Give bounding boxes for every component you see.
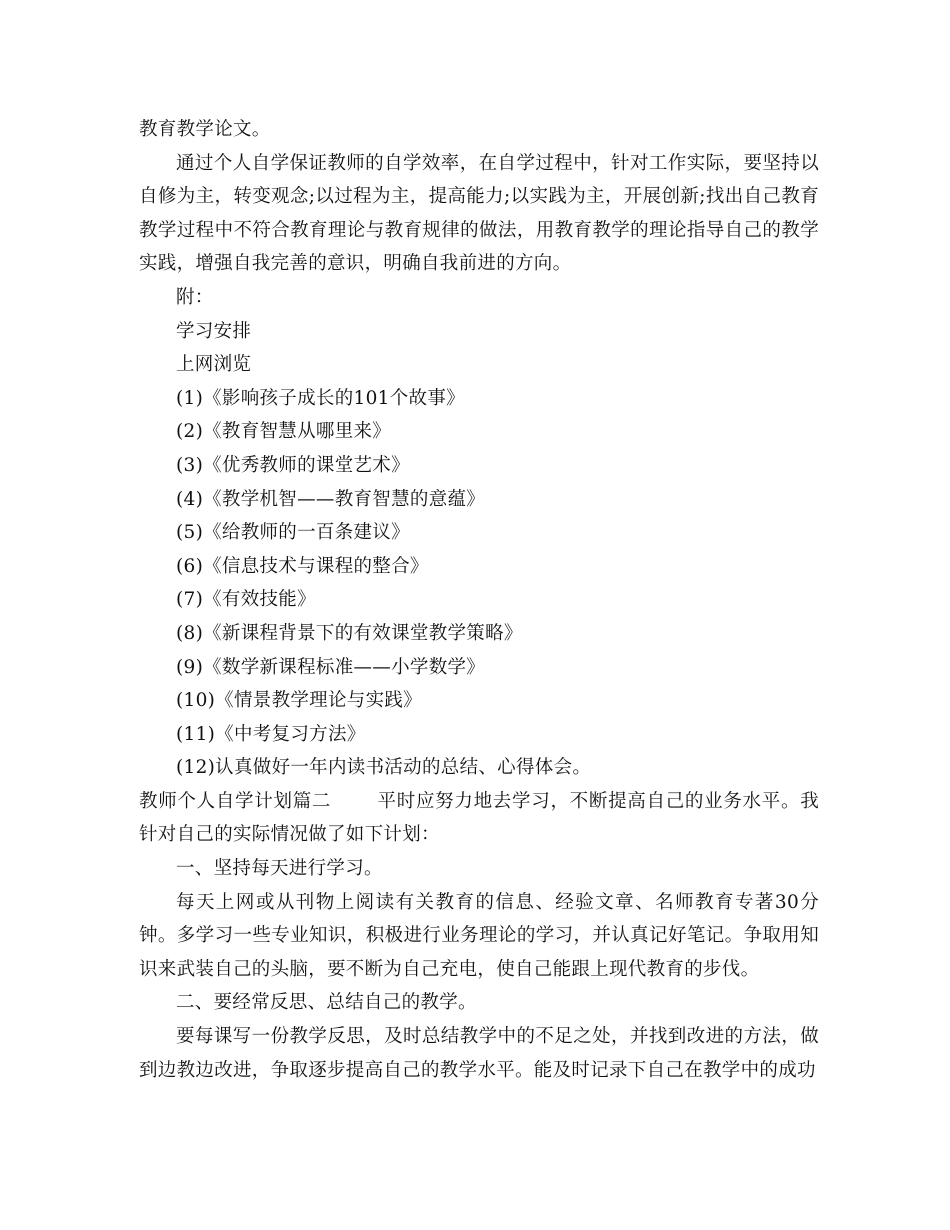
paragraph-self-study: 通过个人自学保证教师的自学效率，在自学过程中，针对工作实际，要坚持以自修为主，转变观念;以过程为主，提高能力;以实践为主，开展创新;找出自己教育教学过程中不符合教育理论与教育规律的做法，用教育教学的理论指导自己的教学实践，增强自我完善的意识，明确自我前进的方向。 [139,152,819,275]
study-arrangement-heading: 学习安排 [176,320,252,342]
reading-list-item: (3)《优秀教师的课堂艺术》 [176,454,410,476]
section-two-paragraph [139,785,819,852]
section-two-heading: 教师个人自学计划篇二 [139,790,332,812]
reading-list-item: (10)《情景教学理论与实践》 [176,690,422,712]
reading-list-item: (8)《新课程背景下的有效课堂教学策略》 [176,622,523,644]
point-one-body: 每天上网或从刊物上阅读有关教育的信息、经验文章、名师教育专著30分钟。多学习一些专业知识，积极进行业务理论的学习，并认真记好笔记。争取用知识来武装自己的头脑，要不断为自己充电，使自己能跟上现代教育的步伐。 [139,891,819,980]
reading-list-item: (6)《信息技术与课程的整合》 [176,555,429,577]
reading-list-item: (4)《教学机智——教育智慧的意蕴》 [176,488,486,510]
reading-list-item: (9)《数学新课程标准——小学数学》 [176,656,486,678]
reading-list-item: (5)《给教师的一百条建议》 [176,522,410,544]
reading-list-item: (7)《有效技能》 [176,589,316,611]
document-body [139,113,819,1087]
reading-list-item: (2)《教育智慧从哪里来》 [176,421,392,443]
point-two-heading: 二、要经常反思、总结自己的教学。 [176,992,477,1014]
online-browsing-heading: 上网浏览 [176,354,252,376]
reading-list-item: (11)《中考复习方法》 [176,723,366,745]
reading-list-item: (12)认真做好一年内读书活动的总结、心得体会。 [176,757,592,779]
reading-list-item: (1)《影响孩子成长的101个故事》 [176,387,465,409]
paragraph-continuation: 教育教学论文。 [139,119,271,140]
point-one-heading: 一、坚持每天进行学习。 [176,858,383,880]
point-two-body: 要每课写一份教学反思，及时总结教学中的不足之处，并找到改进的方法，做到边教边改进，争取逐步提高自己的教学水平。能及时记录下自己在教学中的成功 [139,1026,819,1081]
appendix-label: 附： [176,286,214,308]
section-two-intro: 平时应努力地去学习，不断提高自己的业务水平。我针对自己的实际情况做了如下计划： [139,790,819,846]
